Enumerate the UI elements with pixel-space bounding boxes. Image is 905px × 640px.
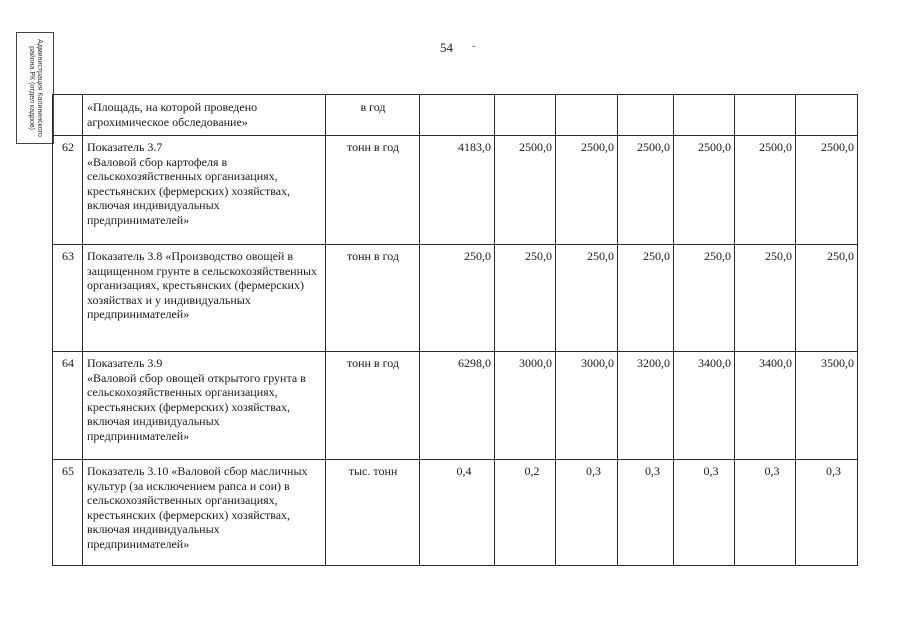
unit-cell: тыс. тонн [326,460,420,566]
row-number: 63 [53,245,83,352]
value-cell: 0,3 [618,460,674,566]
value-cell: 250,0 [556,245,618,352]
value-cell: 3400,0 [735,352,796,460]
stamp-text: Администрация Калининского района РК (отдел кадров) [28,39,43,137]
table-row [53,352,858,460]
unit-cell: тонн в год [326,352,420,460]
value-cell: 2500,0 [556,136,618,245]
value-cell: 3200,0 [618,352,674,460]
unit-cell: тонн в год [326,136,420,245]
row-number [53,95,83,136]
value-cell: 3400,0 [674,352,735,460]
value-cell: 3000,0 [495,352,556,460]
table-row [53,460,858,566]
registration-stamp [16,32,54,144]
value-cell: 250,0 [495,245,556,352]
page-number: 54 [440,40,453,55]
value-cell: 6298,0 [420,352,495,460]
value-cell: 0,3 [674,460,735,566]
value-cell [735,95,796,136]
row-number: 64 [53,352,83,460]
row-number: 62 [53,136,83,245]
value-cell: 250,0 [618,245,674,352]
value-cell: 0,2 [495,460,556,566]
value-cell: 0,3 [556,460,618,566]
table-row [53,136,858,245]
row-number: 65 [53,460,83,566]
value-cell [420,95,495,136]
value-cell: 3000,0 [556,352,618,460]
indicator-name: Показатель 3.9 «Валовой сбор овощей открытого грунта в сельскохозяйственных организациях, крестьянских (фермерских) хозяйствах, включая индивидуальных предпринимателей» [83,352,326,460]
value-cell [556,95,618,136]
unit-cell: тонн в год [326,245,420,352]
value-cell: 0,3 [796,460,858,566]
value-cell: 3500,0 [796,352,858,460]
unit-cell: в год [326,95,420,136]
indicator-name: «Площадь, на которой проведено агрохимическое обследование» [83,95,326,136]
value-cell: 250,0 [796,245,858,352]
page-dash: - [472,40,476,52]
value-cell: 4183,0 [420,136,495,245]
value-cell [674,95,735,136]
value-cell: 250,0 [674,245,735,352]
value-cell: 2500,0 [618,136,674,245]
value-cell: 2500,0 [674,136,735,245]
value-cell [796,95,858,136]
indicators-table [52,94,858,566]
indicator-name: Показатель 3.10 «Валовой сбор масличных культур (за исключением рапса и сои) в сельскохозяйственных организациях, крестьянских (фермерских) хозяйствах, включая индивидуальных предпринимателей» [83,460,326,566]
indicator-name: Показатель 3.7 «Валовой сбор картофеля в сельскохозяйственных организациях, крестьянских (фермерских) хозяйствах, включая индивидуальных предпринимателей» [83,136,326,245]
value-cell: 0,3 [735,460,796,566]
value-cell: 250,0 [735,245,796,352]
value-cell: 0,4 [420,460,495,566]
value-cell: 2500,0 [495,136,556,245]
value-cell [618,95,674,136]
table-row [53,245,858,352]
value-cell: 250,0 [420,245,495,352]
value-cell: 2500,0 [735,136,796,245]
indicator-name: Показатель 3.8 «Производство овощей в защищенном грунте в сельскохозяйственных организациях, крестьянских (фермерских) хозяйствах и у индивидуальных предпринимателей» [83,245,326,352]
table-row-continuation [53,95,858,136]
value-cell [495,95,556,136]
value-cell: 2500,0 [796,136,858,245]
